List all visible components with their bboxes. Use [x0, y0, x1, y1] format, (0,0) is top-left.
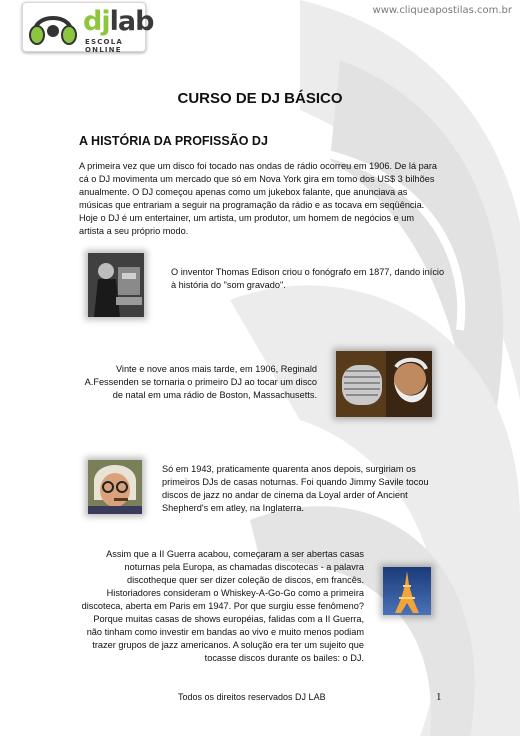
document-title: CURSO DE DJ BÁSICO	[177, 90, 343, 107]
section-title: A HISTÓRIA DA PROFISSÃO DJ	[79, 134, 268, 148]
item-3-text: Só em 1943, praticamente quarenta anos depois, surgiriam os primeiros DJs de casas noturnas. Foi quando Jimmy Savile tocou discos de jazz no andar de cinema da Loyal arder of Ancient Shepherd's em atley, na Inglaterra.	[162, 464, 429, 513]
site-url[interactable]: www.cliqueapostilas.com.br	[372, 5, 512, 16]
footer-copyright: Todos os direitos reservados DJ LAB	[178, 692, 326, 702]
item-4-text: Assim que a II Guerra acabou, começaram a ser abertas casas noturnas pela Europa, as chamadas discotecas - a palavra discotheque quer ser dizer coleção de discos, em francês. Historiadores consideram o Whiskey-A-Go-Go como a primeira discoteca, aberta em Paris em 1947. Por que surgiu esse fenômeno? Porque muitas casas de shows européias, falidas com a II Guerra, não tinham como investir em bandas ao vivo e muito menos podiam trazer grupos de jazz americanos. A solução era ter um sujeito que tocasse discos durante os bailes: o DJ.	[81, 549, 364, 663]
intro-paragraph: A primeira vez que um disco foi tocado nas ondas de rádio ocorreu em 1906. De lá para cá o DJ movimenta um mercado que só em Nova York gira em tomo dos US$ 3 bilhões anualmente. O DJ começou apenas como um jukebox falante, que anunciava as músicas que entrariam a seguir na programação da rádio e as tocava em seqüência. Hoje o DJ é um entertainer, um artista, um produtor, um homem de negócios e um artista a seu próprio modo.	[79, 161, 438, 236]
jimmy-savile-photo	[88, 460, 142, 514]
logo-wordmark: djlab	[83, 6, 154, 37]
item-2-text: Vinte e nove anos mais tarde, em 1906, Reginald A.Fessenden se tornaria o primeiro DJ ao tocar um disco de natal em uma rádio de Boston, Massachusetts.	[84, 364, 317, 400]
logo-tagline: ESCOLA ONLINE	[85, 38, 123, 54]
fessenden-microphone-photo	[336, 351, 432, 417]
eiffel-tower-photo	[383, 567, 431, 615]
item-1-text: O inventor Thomas Edison criou o fonógrafo em 1877, dando início à história do "som gravado".	[171, 267, 445, 290]
djlab-logo	[22, 2, 154, 54]
edison-phonograph-photo	[88, 253, 144, 317]
page-number: 1	[436, 691, 442, 703]
headphones-icon	[27, 7, 79, 47]
